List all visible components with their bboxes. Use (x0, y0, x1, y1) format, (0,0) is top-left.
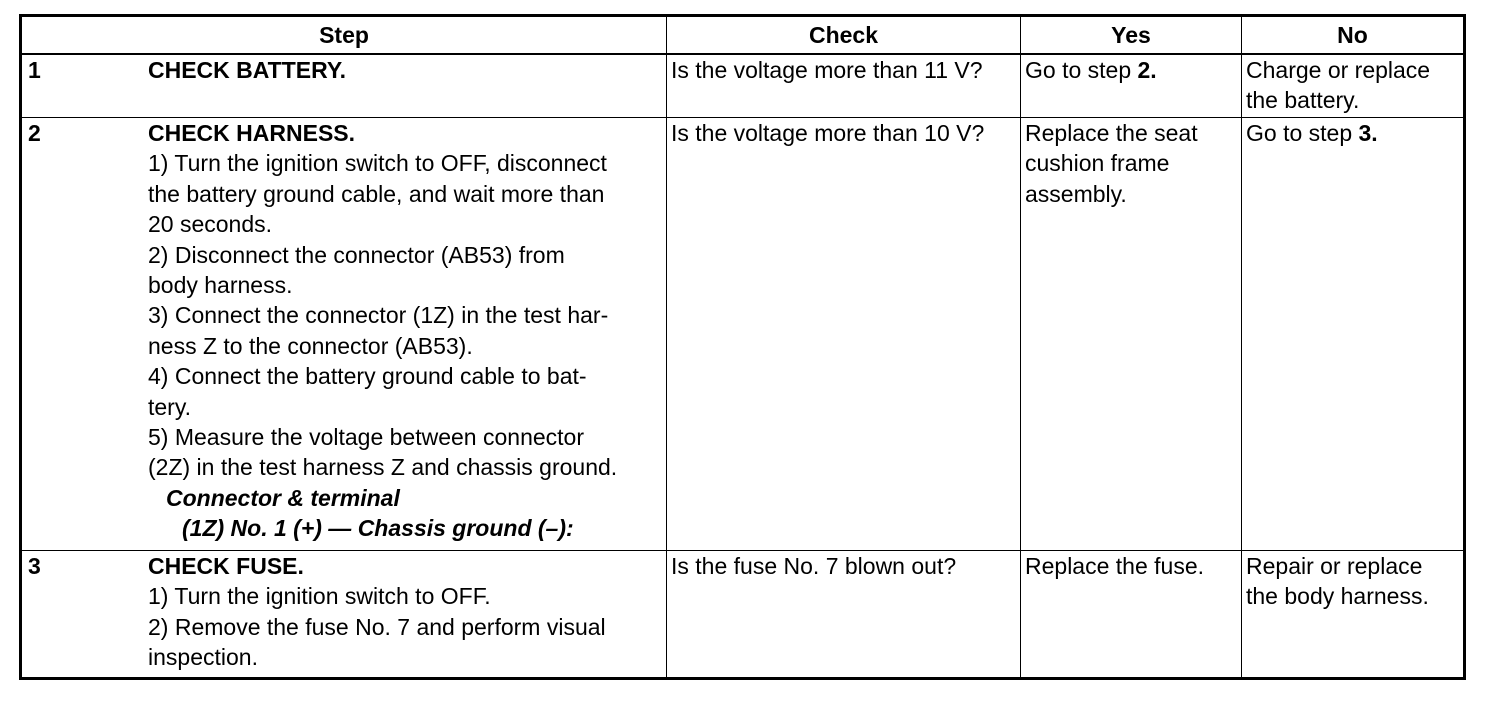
spec-value: (1Z) No. 1 (+) — Chassis ground (–): (182, 515, 574, 542)
table-row (21, 118, 1465, 551)
step-line: 2) Remove the fuse No. 7 and perform visual (148, 613, 606, 640)
header-row (21, 16, 1465, 55)
step-line: (2Z) in the test harness Z and chassis ground. (148, 454, 618, 481)
step-cell (21, 551, 667, 679)
no-text: Go to step (1246, 120, 1359, 146)
no-line: Repair or replace (1246, 553, 1423, 579)
header-yes: Yes (1021, 16, 1242, 55)
step-line: 20 seconds. (148, 211, 273, 238)
step-line: 1) Turn the ignition switch to OFF. (148, 583, 491, 610)
step-line: 5) Measure the voltage between connector (148, 424, 584, 451)
yes-line: assembly. (1025, 180, 1127, 207)
step-number: 1 (28, 57, 41, 83)
yes-step-ref: 2. (1137, 57, 1157, 83)
check-cell: Is the voltage more than 10 V? (667, 118, 1021, 551)
step-line: 4) Connect the battery ground cable to bat- (148, 363, 587, 390)
no-step-ref: 3. (1358, 120, 1378, 146)
no-line: the battery. (1246, 87, 1360, 114)
header-step: Step (21, 16, 667, 55)
no-cell (1242, 54, 1465, 118)
header-check: Check (667, 16, 1021, 55)
step-line: ness Z to the connector (AB53). (148, 332, 473, 359)
step-title: CHECK FUSE. (148, 553, 304, 579)
yes-text: Go to step (1025, 57, 1138, 83)
spec-title: Connector & terminal (166, 484, 400, 511)
yes-cell: Replace the fuse. (1021, 551, 1242, 679)
yes-cell (1021, 118, 1242, 551)
step-cell (21, 118, 667, 551)
table-row (21, 551, 1465, 679)
no-line: the body harness. (1246, 583, 1429, 610)
step-line: 2) Disconnect the connector (AB53) from (148, 241, 565, 268)
step-title: CHECK BATTERY. (148, 57, 347, 83)
step-line: inspection. (148, 644, 258, 671)
check-cell: Is the fuse No. 7 blown out? (667, 551, 1021, 679)
yes-line: cushion frame (1025, 150, 1170, 177)
step-line: tery. (148, 393, 192, 420)
step-line: 1) Turn the ignition switch to OFF, disconnect (148, 150, 607, 177)
table-row (21, 54, 1465, 118)
no-cell (1242, 551, 1465, 679)
step-title: CHECK HARNESS. (148, 120, 356, 146)
step-line: the battery ground cable, and wait more than (148, 180, 605, 207)
no-cell (1242, 118, 1465, 551)
diagnostic-table (19, 14, 1466, 680)
step-line: body harness. (148, 272, 293, 299)
yes-line: Replace the seat (1025, 120, 1198, 146)
step-cell (21, 54, 667, 118)
header-no: No (1242, 16, 1465, 55)
step-number: 2 (28, 120, 41, 146)
check-cell: Is the voltage more than 11 V? (667, 54, 1021, 118)
step-line: 3) Connect the connector (1Z) in the test har- (148, 302, 609, 329)
yes-cell (1021, 54, 1242, 118)
no-line: Charge or replace (1246, 57, 1431, 83)
step-number: 3 (28, 553, 41, 579)
